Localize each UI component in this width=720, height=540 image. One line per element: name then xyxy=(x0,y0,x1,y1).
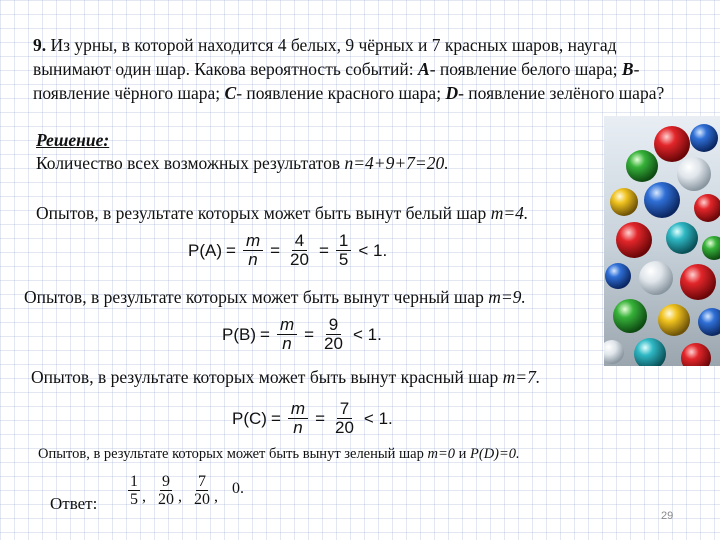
pa-eq2: = xyxy=(270,240,281,260)
formula-pc xyxy=(232,400,397,437)
pa-frac-num2: 1 xyxy=(336,232,351,251)
green-ball-p: P(D)=0. xyxy=(470,446,520,462)
formula-pb xyxy=(222,316,386,353)
formula-pa xyxy=(188,232,391,269)
total-outcomes-text: Количество всех возможных результатов xyxy=(36,153,345,173)
problem-number: 9. xyxy=(33,35,47,55)
green-ball-text: Опытов, в результате которых может быть вынут зеленый шар xyxy=(38,446,428,462)
pa-frac-den2: 5 xyxy=(338,250,349,269)
red-ball-text: Опытов, в результате которых может быть вынут красный шар xyxy=(31,367,503,387)
pa-frac-value xyxy=(287,232,312,269)
event-d-text: - появление зелёного шара? xyxy=(458,83,665,103)
answer-sep-2: , xyxy=(178,487,182,505)
green-ball-m: m=0 xyxy=(427,446,455,462)
white-ball-m: m=4. xyxy=(490,203,529,223)
pa-eq3: = xyxy=(318,240,329,260)
pc-frac-den: 20 xyxy=(335,418,354,437)
pa-lhs: P(A) xyxy=(188,240,222,260)
red-ball-line xyxy=(31,367,540,388)
event-c-letter: С xyxy=(224,83,237,103)
pb-eq1: = xyxy=(260,324,270,344)
pc-eq2: = xyxy=(315,408,325,428)
green-ball-and: и xyxy=(455,446,471,462)
pa-frac-m: m xyxy=(243,232,263,251)
answer-frac-b xyxy=(156,473,176,508)
event-a-text: - появление белого шара; xyxy=(429,59,622,79)
pc-frac-m: m xyxy=(288,400,308,419)
pb-frac-den: 20 xyxy=(324,334,343,353)
pc-frac-num: 7 xyxy=(337,400,352,419)
answer-sep-1: , xyxy=(142,487,146,505)
pc-frac-value xyxy=(332,400,357,437)
red-ball-m: m=7. xyxy=(502,367,541,387)
answer-a-num: 1 xyxy=(130,473,138,490)
pc-lt: < 1. xyxy=(363,408,393,428)
solution-heading: Решение: xyxy=(36,130,110,150)
event-b-text: - появление чёрного шара; xyxy=(33,59,640,103)
pb-frac-n: n xyxy=(282,334,292,353)
pb-frac-num: 9 xyxy=(326,316,341,335)
black-ball-line xyxy=(24,287,526,308)
event-c-text: - появление красного шара; xyxy=(236,83,446,103)
marbles-illustration xyxy=(604,116,720,366)
pc-frac-mn xyxy=(288,400,308,437)
total-outcomes-line xyxy=(36,153,449,174)
green-ball-line xyxy=(38,446,520,463)
answer-b-num: 9 xyxy=(162,473,170,490)
answer-c-num: 7 xyxy=(198,473,206,490)
pb-frac-m: m xyxy=(277,316,297,335)
answer-a-den: 5 xyxy=(130,491,138,508)
answer-values xyxy=(128,473,244,508)
answer-b-den: 20 xyxy=(158,491,174,508)
pb-lt: < 1. xyxy=(352,324,382,344)
pb-eq2: = xyxy=(304,324,315,344)
pc-lhs: P(C) xyxy=(232,408,267,428)
event-d-letter: D xyxy=(445,83,459,103)
white-ball-line xyxy=(36,203,528,224)
event-a-letter: А xyxy=(418,59,430,79)
pb-frac-mn xyxy=(277,316,297,353)
pa-frac-n: n xyxy=(248,250,258,269)
pc-eq1: = xyxy=(270,408,281,428)
black-ball-text: Опытов, в результате которых может быть вынут черный шар xyxy=(24,287,489,307)
event-b-letter: В xyxy=(621,59,634,79)
black-ball-m: m=9. xyxy=(488,287,526,307)
answer-d: 0. xyxy=(232,479,244,497)
pa-frac-num: 4 xyxy=(292,232,307,251)
answer-sep-3: , xyxy=(214,487,218,505)
problem-text: Из урны, в которой находится 4 белых, 9 чёрных и 7 красных шаров, наугад вынимают один шар. Какова вероятность событий: xyxy=(33,35,617,79)
pa-frac-mn xyxy=(243,232,263,269)
pa-frac-reduced xyxy=(336,232,351,269)
pa-frac-den: 20 xyxy=(290,250,309,269)
pc-frac-n: n xyxy=(293,418,303,437)
pb-frac-value xyxy=(321,316,346,353)
pa-lt: < 1. xyxy=(358,240,388,260)
page-number: 29 xyxy=(661,510,674,522)
pa-eq1: = xyxy=(226,240,236,260)
answer-frac-c xyxy=(192,473,212,508)
answer-c-den: 20 xyxy=(194,491,210,508)
answer-label: Ответ: xyxy=(50,494,98,513)
total-outcomes-formula: n=4+9+7=20. xyxy=(344,153,449,173)
pb-lhs: P(B) xyxy=(222,324,256,344)
problem-statement xyxy=(33,33,683,105)
white-ball-text: Опытов, в результате которых может быть вынут белый шар xyxy=(36,203,491,223)
answer-frac-a xyxy=(128,473,140,508)
marbles-image xyxy=(604,116,720,366)
